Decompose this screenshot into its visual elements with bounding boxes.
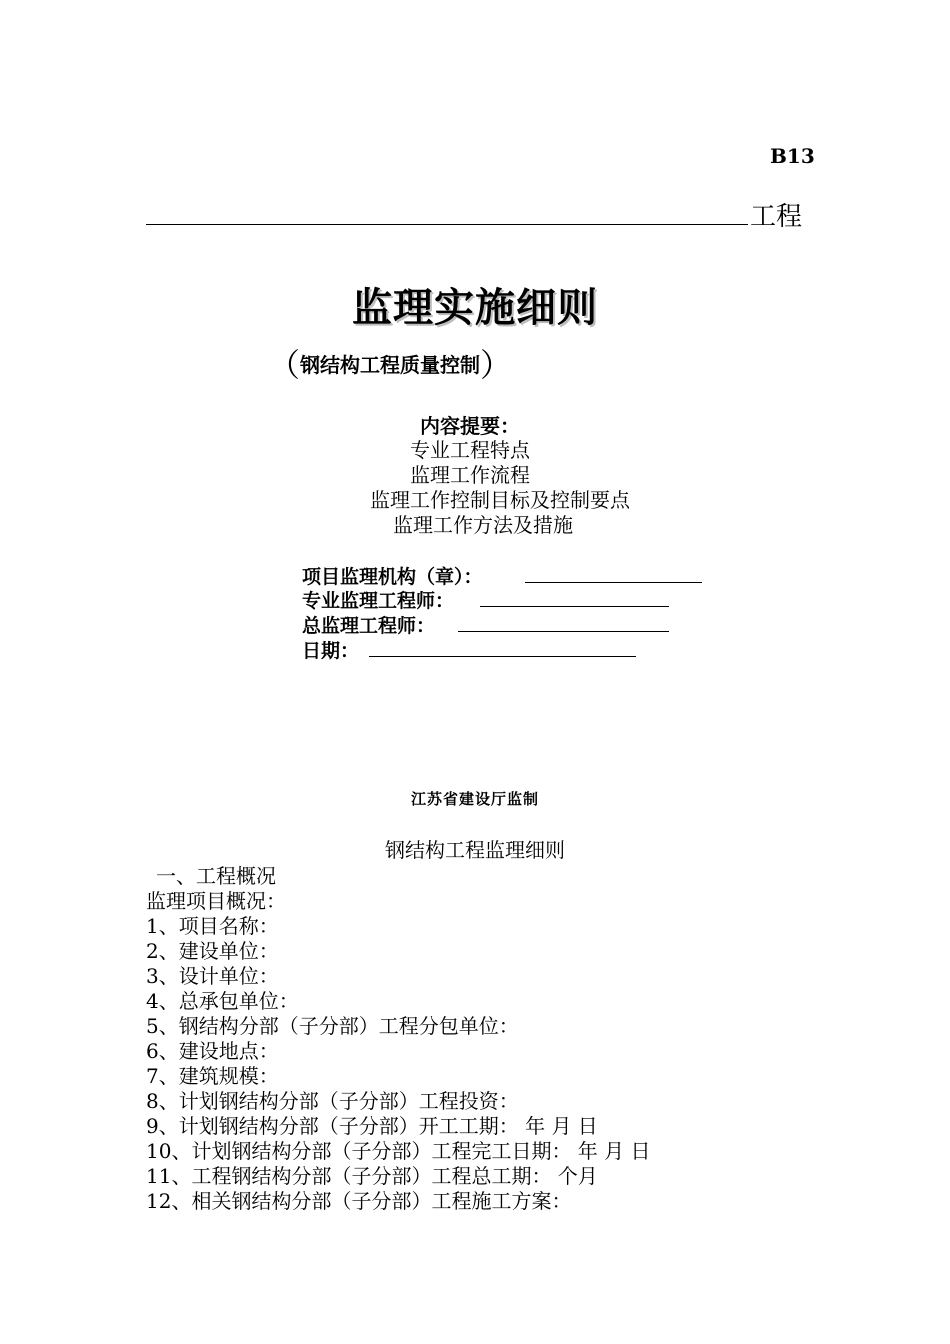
project-name-line xyxy=(146,224,748,225)
list-item: 3、设计单位： xyxy=(146,964,279,988)
sign-line-organization xyxy=(525,582,702,583)
list-item: 6、建设地点： xyxy=(146,1039,279,1063)
summary-item: 监理工作方法及措施 xyxy=(393,513,573,537)
sign-line-date xyxy=(369,656,636,657)
sign-line-specialist xyxy=(480,606,669,607)
issuer: 江苏省建设厅监制 xyxy=(410,790,539,808)
summary-item: 监理工作流程 xyxy=(410,463,530,487)
list-item: 8、计划钢结构分部（子分部）工程投资： xyxy=(146,1089,519,1113)
list-item: 4、总承包单位： xyxy=(146,989,299,1013)
subtitle-close-paren: ） xyxy=(480,346,513,384)
overview-label: 监理项目概况： xyxy=(146,889,286,913)
sign-line-chief xyxy=(458,631,669,632)
sign-field-specialist: 专业监理工程师： xyxy=(302,590,455,612)
document-code: B13 xyxy=(770,144,815,168)
summary-heading: 内容提要： xyxy=(420,414,520,438)
sign-field-organization: 项目监理机构（章）： xyxy=(302,566,483,588)
list-item: 11、工程钢结构分部（子分部）工程总工期： 个月 xyxy=(146,1164,598,1188)
summary-item: 专业工程特点 xyxy=(410,438,530,462)
list-item: 5、钢结构分部（子分部）工程分包单位： xyxy=(146,1014,519,1038)
sign-field-chief: 总监理工程师： xyxy=(302,615,436,637)
summary-item: 监理工作控制目标及控制要点 xyxy=(370,488,630,512)
list-item: 2、建设单位： xyxy=(146,939,279,963)
project-suffix: 工程 xyxy=(750,202,803,232)
subtitle-open-paren: （ xyxy=(268,346,301,384)
sign-field-date: 日期： xyxy=(302,640,360,662)
main-title: 监理实施细则 xyxy=(352,285,598,331)
list-item: 10、计划钢结构分部（子分部）工程完工日期： 年 月 日 xyxy=(146,1139,651,1163)
list-item: 9、计划钢结构分部（子分部）开工工期： 年 月 日 xyxy=(146,1114,598,1138)
subtitle xyxy=(268,340,512,386)
list-item: 12、相关钢结构分部（子分部）工程施工方案： xyxy=(146,1189,572,1213)
subtitle-text: 钢结构工程质量控制 xyxy=(300,353,481,377)
list-item: 7、建筑规模： xyxy=(146,1064,279,1088)
list-item: 1、项目名称： xyxy=(146,914,279,938)
detail-title: 钢结构工程监理细则 xyxy=(385,838,565,862)
section-heading: 一、工程概况 xyxy=(156,864,276,888)
